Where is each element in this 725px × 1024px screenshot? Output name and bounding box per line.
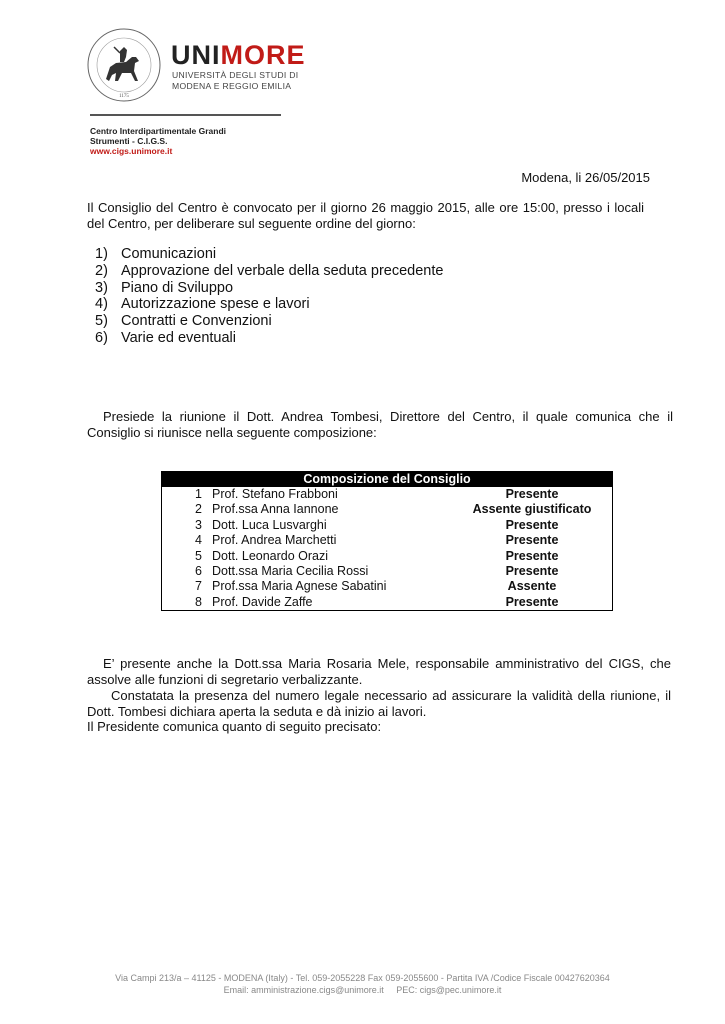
member-name: Dott. Luca Lusvarghi bbox=[212, 517, 327, 532]
member-number: 4 bbox=[195, 533, 202, 548]
subtitle-line-2: MODENA E REGGIO EMILIA bbox=[172, 81, 292, 91]
centre-url-link[interactable]: www.cigs.unimore.it bbox=[90, 146, 173, 156]
member-status: Presente bbox=[505, 548, 559, 563]
agenda-item bbox=[95, 313, 443, 330]
member-status: Presente bbox=[505, 564, 559, 579]
footer-address: Via Campi 213/a – 41125 - MODENA (Italy) - Tel. 059-2055228 Fax 059-2055600 - Partita IVA /Codice Fiscale 00427620364 bbox=[115, 973, 610, 983]
president-paragraph: Il Presidente comunica quanto di seguito precisato: bbox=[87, 719, 382, 734]
table-row bbox=[162, 518, 613, 533]
university-subtitle bbox=[172, 70, 298, 92]
agenda-item bbox=[95, 330, 443, 347]
document-date: Modena, li 26/05/2015 bbox=[521, 170, 650, 185]
agenda-item bbox=[95, 296, 443, 313]
table-title: Composizione del Consiglio bbox=[162, 472, 613, 488]
member-name: Dott.ssa Maria Cecilia Rossi bbox=[212, 564, 369, 579]
member-name: Prof. Stefano Frabboni bbox=[212, 487, 338, 501]
table-row bbox=[162, 502, 613, 517]
brand-logotype bbox=[171, 42, 306, 69]
table-row bbox=[162, 579, 613, 594]
member-number: 1 bbox=[195, 487, 202, 501]
agenda-item bbox=[95, 280, 443, 297]
chair-paragraph: Presiede la riunione il Dott. Andrea Tombesi, Direttore del Centro, il quale comunica che il Consiglio si riunisce nella seguente composizione: bbox=[87, 409, 673, 440]
centre-line-1: Centro Interdipartimentale Grandi bbox=[90, 126, 227, 136]
member-status: Presente bbox=[505, 517, 559, 532]
member-number: 2 bbox=[195, 502, 202, 517]
table-row bbox=[162, 487, 613, 502]
agenda-list bbox=[95, 246, 443, 347]
centre-name bbox=[90, 126, 226, 156]
agenda-item bbox=[95, 246, 443, 263]
member-number: 6 bbox=[195, 564, 202, 579]
member-name: Prof. Andrea Marchetti bbox=[212, 533, 337, 548]
centre-line-2: Strumenti - C.I.G.S. bbox=[90, 136, 168, 146]
agenda-item-number: 2) bbox=[95, 262, 108, 279]
agenda-item-number: 4) bbox=[95, 296, 108, 313]
brand-uni: UNI bbox=[171, 40, 221, 70]
table-row bbox=[162, 595, 613, 611]
agenda-item-number: 6) bbox=[95, 329, 108, 346]
table-row bbox=[162, 564, 613, 579]
member-name: Prof.ssa Maria Agnese Sabatini bbox=[212, 579, 387, 594]
member-name: Dott. Leonardo Orazi bbox=[212, 548, 329, 563]
agenda-item-text: Comunicazioni bbox=[121, 246, 217, 262]
member-status: Presente bbox=[505, 594, 559, 609]
member-number: 3 bbox=[195, 517, 202, 532]
quorum-paragraph: Constatata la presenza del numero legale necessario ad assicurare la validità della riunione, il Dott. Tombesi dichiara aperta la seduta e dà inizio ai lavori. bbox=[87, 688, 671, 719]
agenda-item-number: 3) bbox=[95, 279, 108, 296]
member-status: Presente bbox=[505, 487, 559, 501]
agenda-item-number: 1) bbox=[95, 246, 108, 262]
agenda-item-text: Varie ed eventuali bbox=[121, 329, 237, 346]
header-divider bbox=[90, 114, 281, 116]
member-number: 8 bbox=[195, 594, 202, 609]
table-row bbox=[162, 533, 613, 548]
table-row bbox=[162, 549, 613, 564]
agenda-item-text: Contratti e Convenzioni bbox=[121, 313, 272, 330]
council-composition-table bbox=[161, 471, 613, 611]
university-seal-logo bbox=[86, 27, 162, 103]
intro-paragraph: Il Consiglio del Centro è convocato per il giorno 26 maggio 2015, alle ore 15:00, presso i locali del Centro, per deliberare sul seguente ordine del giorno: bbox=[87, 200, 644, 231]
secretary-paragraph: E’ presente anche la Dott.ssa Maria Rosaria Mele, responsabile amministrativo del CIGS, che assolve alle funzioni di segretario verbalizzante. bbox=[87, 656, 671, 687]
svg-text:1175: 1175 bbox=[119, 94, 129, 99]
member-number: 5 bbox=[195, 548, 202, 563]
agenda-item-text: Autorizzazione spese e lavori bbox=[121, 296, 310, 313]
brand-more: MORE bbox=[220, 40, 306, 70]
subtitle-line-1: UNIVERSITÀ DEGLI STUDI DI bbox=[172, 70, 299, 80]
member-name: Prof.ssa Anna Iannone bbox=[212, 502, 339, 517]
member-status: Assente bbox=[507, 579, 557, 594]
agenda-item-text: Approvazione del verbale della seduta precedente bbox=[121, 262, 444, 279]
member-number: 7 bbox=[195, 579, 202, 594]
agenda-item bbox=[95, 263, 443, 280]
agenda-item-text: Piano di Sviluppo bbox=[121, 279, 234, 296]
page-footer bbox=[0, 972, 725, 996]
footer-emails: Email: amministrazione.cigs@unimore.it PEC: cigs@pec.unimore.it bbox=[223, 985, 502, 995]
member-status: Presente bbox=[505, 533, 559, 548]
agenda-item-number: 5) bbox=[95, 313, 108, 330]
member-name: Prof. Davide Zaffe bbox=[212, 594, 313, 609]
member-status: Assente giustificato bbox=[472, 502, 592, 517]
